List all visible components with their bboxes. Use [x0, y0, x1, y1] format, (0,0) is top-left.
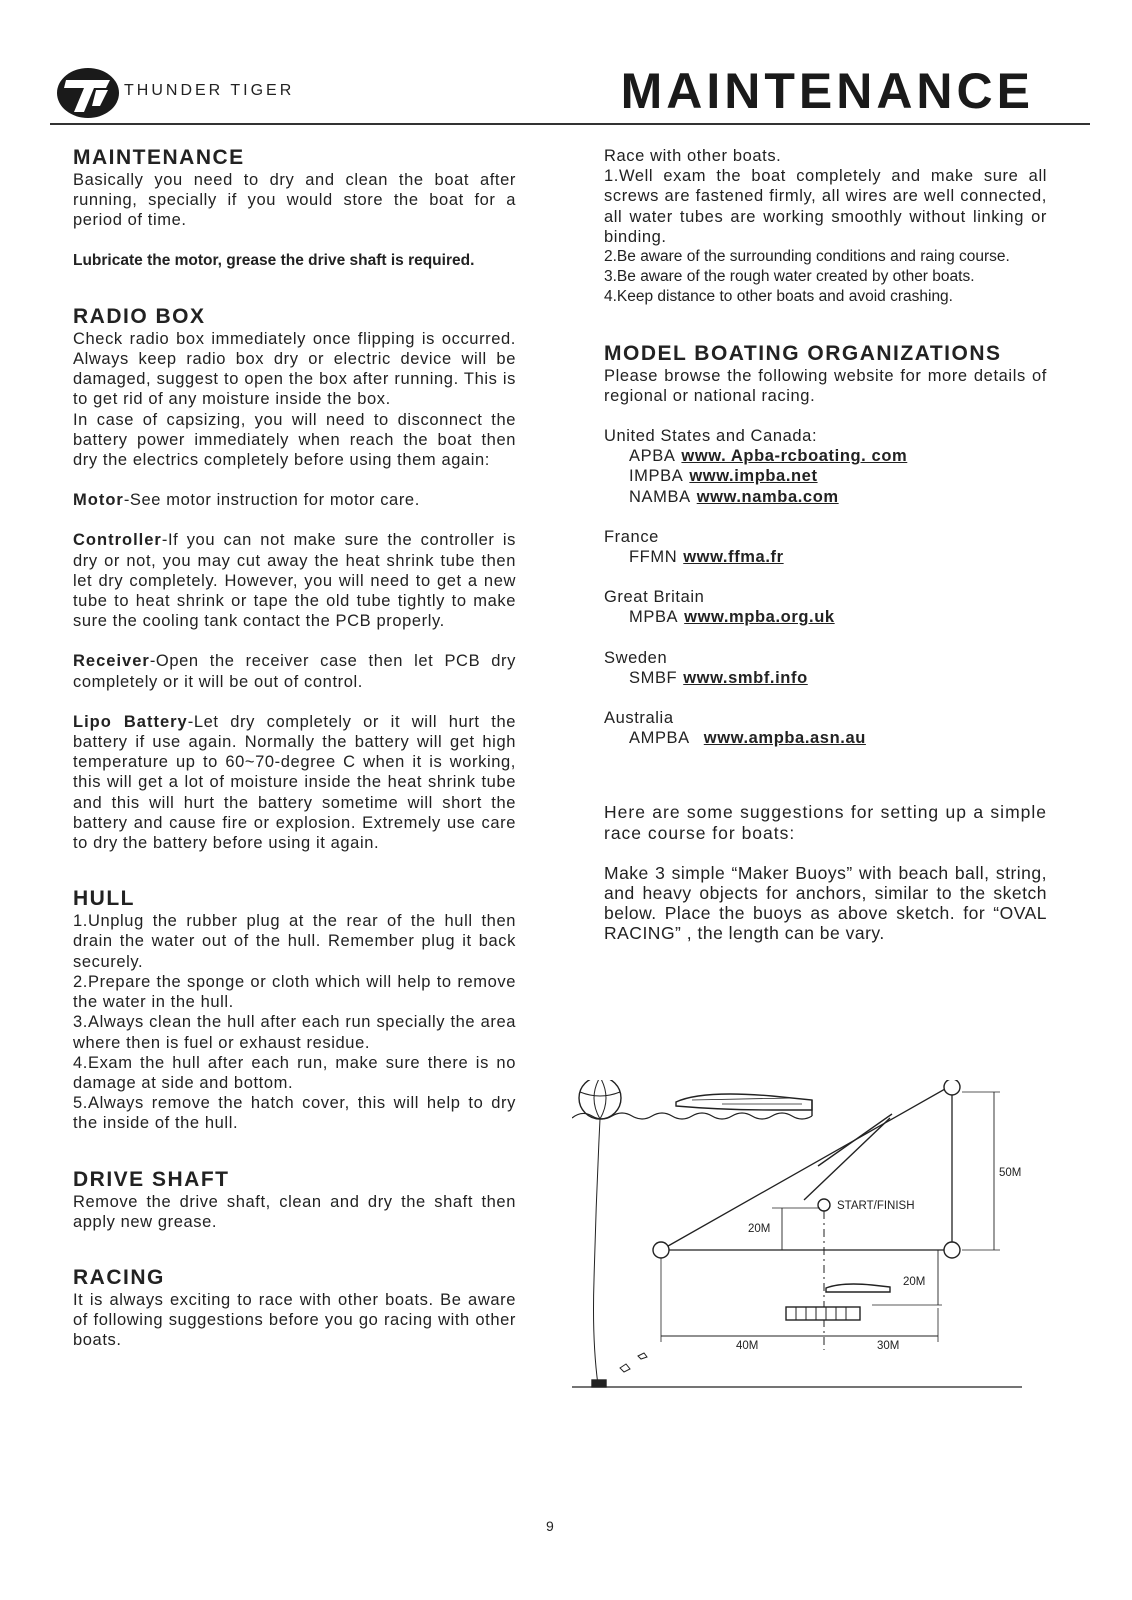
org-apba [604, 446, 1047, 466]
anchor-weight-icon [592, 1380, 606, 1387]
org-impba [604, 466, 1047, 486]
org-ffmn-name: FFMN [629, 548, 678, 567]
maintenance-heading: MAINTENANCE [73, 146, 245, 169]
course-arrow-line [804, 1118, 890, 1200]
org-ffmn-link[interactable]: www.ffma.fr [683, 548, 784, 567]
org-ffmn [604, 547, 1047, 567]
racing-text: It is always exciting to race with other boats. Be aware of following suggestions before you go racing with other boats. [73, 1290, 516, 1350]
boat-icon [676, 1094, 812, 1110]
racing-item-4: 4.Keep distance to other boats and avoid crashing. [604, 288, 953, 306]
dim-50m-label: 50M [999, 1167, 1022, 1179]
sweden-label: Sweden [604, 648, 668, 667]
dim-40m-label: 40M [736, 1340, 759, 1352]
gb-label: Great Britain [604, 588, 705, 607]
course-instructions: Make 3 simple “Maker Buoys” with beach ball, string, and heavy objects for anchors, similar to the sketch below. Place the buoys as above sketch. for “OVAL RACING” , the length can be vary. [604, 862, 1047, 944]
course-intro: Here are some suggestions for setting up a simple race course for boats: [604, 802, 1047, 843]
starting-grid [786, 1307, 860, 1320]
org-apba-link[interactable]: www. Apba-rcboating. com [681, 447, 908, 466]
org-impba-name: IMPBA [629, 467, 684, 486]
org-impba-link[interactable]: www.impba.net [689, 467, 818, 486]
australia-label: Australia [604, 709, 674, 728]
racing-item-3: 3.Be aware of the rough water created by other boats. [604, 268, 975, 286]
race-course-diagram [572, 1080, 1052, 1435]
org-mpba [604, 607, 1047, 627]
race-course-sketch [572, 1080, 1052, 1430]
brand-logo [56, 66, 356, 120]
motor-label: Motor [73, 491, 124, 510]
us-label: United States and Canada: [604, 427, 818, 446]
buoy-ball-icon [579, 1080, 621, 1119]
lipo-label: Lipo Battery [73, 712, 188, 731]
receiver-text: -Open the receiver case then let PCB dry completely or it will be out of control. [73, 652, 516, 691]
hull-item-5: 5.Always remove the hatch cover, this will help to dry the inside of the hull. [73, 1094, 516, 1133]
anchor-string [594, 1119, 601, 1385]
hull-item-4: 4.Exam the hull after each run, make sure there is no damage at side and bottom. [73, 1053, 516, 1092]
radio-box-p1: Check radio box immediately once flipping is occurred. Always keep radio box dry or electric device will be damaged, suggest to open the box after running. This is to get rid of any moisture inside the box. [73, 329, 516, 409]
left-column [73, 146, 516, 1351]
hull-item-1: 1.Unplug the rubber plug at the rear of the hull then drain the water out of the hull. Remember plug it back securely. [73, 912, 516, 971]
drive-shaft-text: Remove the drive shaft, clean and dry the shaft then apply new grease. [73, 1192, 516, 1231]
start-finish-label: START/FINISH [837, 1200, 915, 1212]
brand-name: THUNDER TIGER [124, 82, 295, 99]
receiver-label: Receiver [73, 652, 150, 671]
racing-item-2: 2.Be aware of the surrounding conditions and raing course. [604, 248, 1010, 266]
hull-item-3: 3.Always clean the hull after each run specially the area where then is fuel or exhaust residue. [73, 1013, 516, 1052]
controller-text: -If you can not make sure the controller is dry or not, you may cut away the heat shrink tube then let dry completely. However, you will need to get a new tube to heat shrink or tape the old tube tightly to make sure the cooling tank contact the PCB properly. [73, 531, 516, 631]
org-ampba [604, 728, 1047, 748]
org-smbf-link[interactable]: www.smbf.info [683, 668, 808, 687]
header-divider [50, 123, 1090, 125]
maintenance-intro: Basically you need to dry and clean the boat after running, specially if you would store the boat for a period of time. [73, 171, 516, 230]
org-ampba-name: AMPBA [629, 729, 690, 748]
org-namba [604, 487, 1047, 507]
start-boat-icon [826, 1284, 890, 1292]
right-column [604, 146, 1047, 944]
buoy-top-icon [944, 1080, 960, 1095]
start-finish-buoy-icon [818, 1199, 830, 1211]
radio-box-heading: RADIO BOX [73, 304, 206, 328]
org-mpba-name: MPBA [629, 608, 679, 627]
maintenance-note: Lubricate the motor, grease the drive shaft is required. [73, 251, 475, 269]
page-number: 9 [546, 1518, 554, 1534]
org-smbf [604, 668, 1047, 688]
org-mpba-link[interactable]: www.mpba.org.uk [684, 608, 835, 627]
lipo-text: -Let dry completely or it will hurt the battery if use again. Normally the battery will get high temperature up to 60~70-degree C when it is working, this will get a lot of moisture inside the heat shrink tube and this will hurt the battery sometime will short the battery and cause fire or explosion. Extremely use care to dry the battery before using it again. [73, 712, 516, 853]
racing-heading: RACING [73, 1265, 165, 1289]
dim-30m-label: 30M [877, 1340, 900, 1352]
receiver-paragraph [73, 651, 516, 691]
controller-label: Controller [73, 531, 162, 550]
drive-shaft-heading: DRIVE SHAFT [73, 1167, 230, 1191]
org-smbf-name: SMBF [629, 668, 678, 687]
motor-paragraph [73, 490, 516, 510]
hull-heading: HULL [73, 887, 135, 911]
dim-20m-b-label: 20M [903, 1276, 926, 1288]
orgs-heading: MODEL BOATING ORGANIZATIONS [604, 341, 1002, 365]
org-namba-link[interactable]: www.namba.com [696, 487, 839, 506]
thunder-tiger-logo-icon [56, 66, 120, 120]
orgs-intro: Please browse the following website for more details of regional or national racing. [604, 366, 1047, 405]
org-ampba-link[interactable]: www.ampba.asn.au [703, 729, 866, 748]
racing-item-1: 1.Well exam the boat completely and make sure all screws are fastened firmly, all wires are well connected, all water tubes are working smoothly without linking or binding. [604, 167, 1047, 246]
page-title: MAINTENANCE [620, 63, 1034, 119]
buoy-right-icon [944, 1242, 960, 1258]
france-label: France [604, 527, 659, 546]
org-namba-name: NAMBA [629, 487, 691, 506]
buoy-left-icon [653, 1242, 669, 1258]
hull-item-2: 2.Prepare the sponge or cloth which will help to remove the water in the hull. [73, 972, 516, 1012]
radio-box-p2: In case of capsizing, you will need to disconnect the battery power immediately when reach the boat then dry the electrics completely before using them again: [73, 410, 516, 470]
org-apba-name: APBA [629, 447, 676, 466]
lipo-paragraph [73, 712, 516, 853]
racing-continued-line: Race with other boats. [604, 147, 782, 165]
controller-paragraph [73, 530, 516, 631]
dim-20m-a-label: 20M [748, 1223, 771, 1235]
motor-text: -See motor instruction for motor care. [123, 491, 420, 510]
